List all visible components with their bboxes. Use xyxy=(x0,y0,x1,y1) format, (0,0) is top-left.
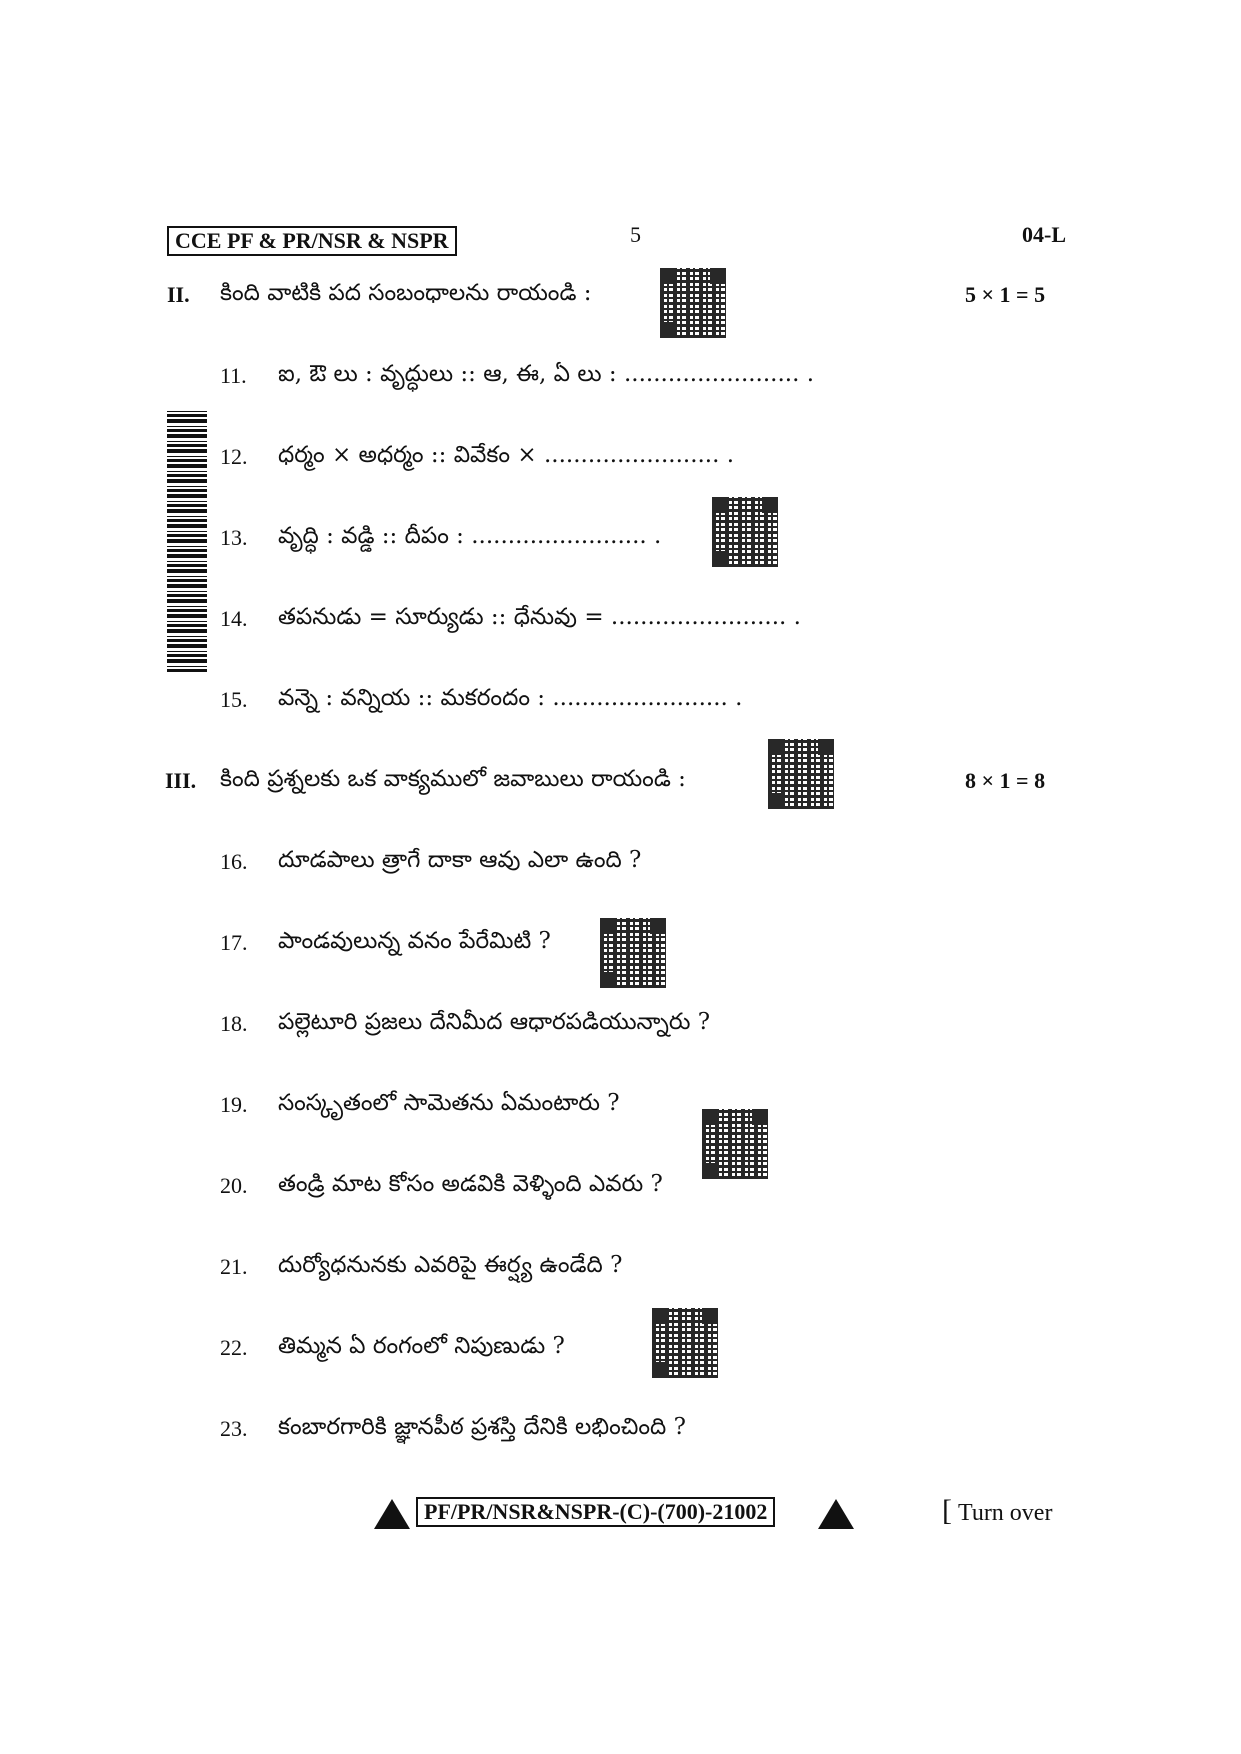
question-number: 16. xyxy=(220,849,248,874)
question-number: 21. xyxy=(220,1254,248,1279)
question-number: 11. xyxy=(220,363,247,388)
question-text: పాండవులున్న వనం పేరేమిటి ? xyxy=(278,928,551,954)
question-text: పల్లెటూరి ప్రజలు దేనిమీద ఆధారపడియున్నారు ? xyxy=(278,1009,711,1035)
question-text: ఐ, ఔ లు : వృద్ధులు :: ఆ, ఈ, ఏ లు : ........................ . xyxy=(278,361,815,387)
qr-code-icon xyxy=(712,497,778,567)
paper-code: 04-L xyxy=(1022,222,1066,247)
question-number: 18. xyxy=(220,1011,248,1036)
question-text: వన్నె : వన్నియ :: మకరందం : ........................ . xyxy=(278,685,743,711)
qr-code-icon xyxy=(652,1308,718,1378)
page-number: 5 xyxy=(630,222,641,247)
question-number: 17. xyxy=(220,930,248,955)
question-text: తండ్రి మాట కోసం అడవికి వెళ్ళింది ఎవరు ? xyxy=(278,1171,663,1197)
question-number: 22. xyxy=(220,1335,248,1360)
question-number: 15. xyxy=(220,687,248,712)
question-text: సంస్కృతంలో సామెతను ఏమంటారు ? xyxy=(278,1090,620,1116)
turn-over-label xyxy=(942,1494,1052,1528)
section-2-marks: 5 × 1 = 5 xyxy=(965,282,1046,307)
section-3-instruction: కింది ప్రశ్నలకు ఒక వాక్యములో జవాబులు రాయండి : xyxy=(220,766,686,792)
qr-code-icon xyxy=(660,268,726,338)
question-text: ధర్మం × అధర్మం :: వివేకం × ........................ . xyxy=(278,442,735,468)
question-text: దుర్యోధనునకు ఎవరిపై ఈర్ష్య ఉండేది ? xyxy=(278,1252,623,1278)
turn-over-text: Turn over xyxy=(958,1500,1053,1526)
section-3-marks: 8 × 1 = 8 xyxy=(965,768,1046,793)
question-number: 23. xyxy=(220,1416,248,1441)
section-3-number: III. xyxy=(165,768,197,793)
qr-code-icon xyxy=(702,1109,768,1179)
question-number: 14. xyxy=(220,606,248,631)
question-text: తపనుడు = సూర్యుడు :: ధేనువు = ........................ . xyxy=(278,604,801,630)
footer-code-box: PF/PR/NSR&NSPR-(C)-(700)-21002 xyxy=(416,1497,775,1527)
qr-code-icon xyxy=(768,739,834,809)
triangle-up-icon xyxy=(818,1499,854,1529)
barcode-icon xyxy=(167,410,207,672)
question-text: దూడపాలు త్రాగే దాకా ఆవు ఎలా ఉంది ? xyxy=(278,847,642,873)
question-text: కంబారగారికి జ్ఞానపీఠ ప్రశస్తి దేనికి లభించింది ? xyxy=(278,1414,686,1440)
question-number: 12. xyxy=(220,444,248,469)
triangle-up-icon xyxy=(374,1499,410,1529)
section-2-number: II. xyxy=(167,282,190,307)
bracket-icon: [ xyxy=(942,1494,952,1527)
exam-code-box: CCE PF & PR/NSR & NSPR xyxy=(167,226,457,256)
question-text: వృద్ధి : వడ్డి :: దీపం : ........................ . xyxy=(278,523,662,549)
section-2-instruction: కింది వాటికి పద సంబంధాలను రాయండి : xyxy=(220,280,592,306)
question-number: 20. xyxy=(220,1173,248,1198)
question-number: 19. xyxy=(220,1092,248,1117)
question-number: 13. xyxy=(220,525,248,550)
qr-code-icon xyxy=(600,918,666,988)
question-text: తిమ్మన ఏ రంగంలో నిపుణుడు ? xyxy=(278,1333,565,1359)
